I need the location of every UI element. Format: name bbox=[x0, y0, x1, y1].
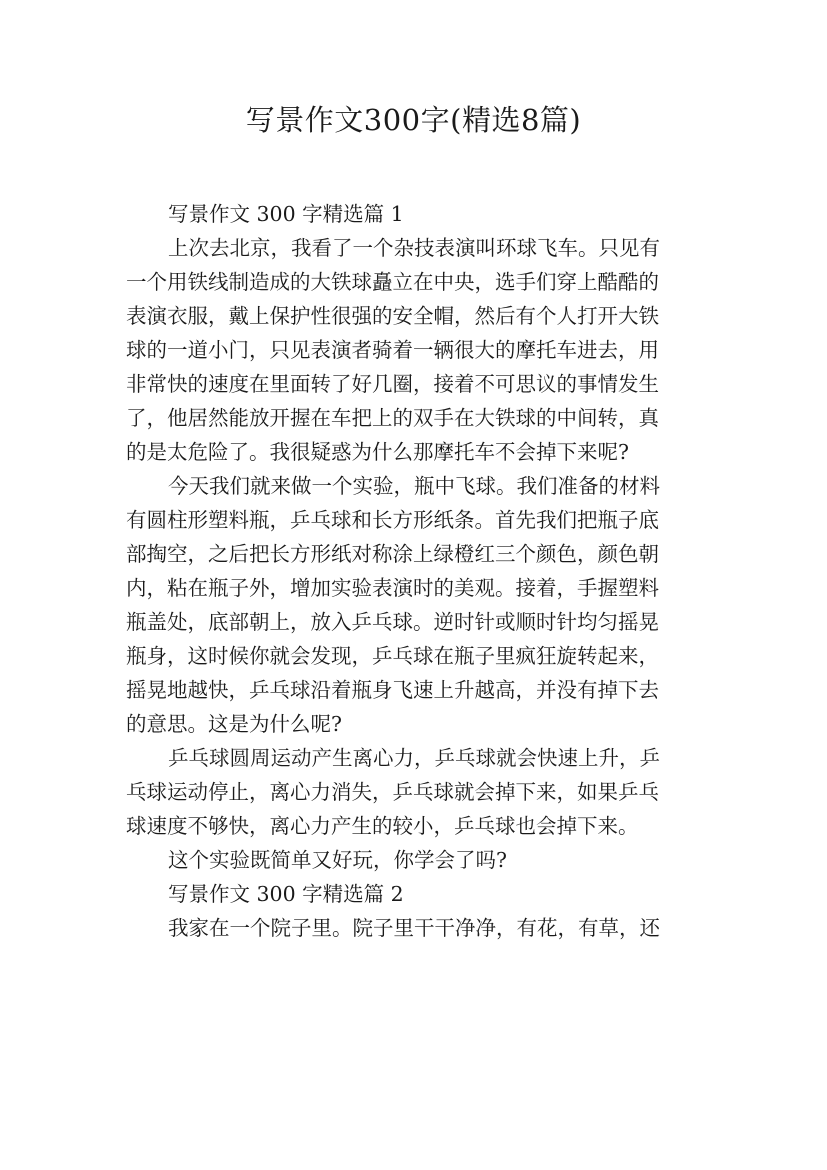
text-line: 今天我们就来做一个实验，瓶中飞球。我们准备的材料 bbox=[168, 474, 660, 498]
text-line: 这个实验既简单又好玩，你学会了吗? bbox=[168, 848, 507, 872]
text-line: 乒乓球圆周运动产生离心力，乒乓球就会快速上升，乒 bbox=[168, 746, 660, 770]
text-line: 的是太危险了。我很疑惑为什么那摩托车不会掉下来呢? bbox=[126, 440, 629, 464]
text-line: 一个用铁线制造成的大铁球矗立在中央，选手们穿上酷酷的 bbox=[126, 270, 659, 294]
text-line: 非常快的速度在里面转了好几圈，接着不可思议的事情发生 bbox=[126, 372, 659, 396]
text-line: 摇晃地越快，乒乓球沿着瓶身飞速上升越高，并没有掉下去 bbox=[126, 678, 659, 702]
text-line: 了，他居然能放开握在车把上的双手在大铁球的中间转，真 bbox=[126, 406, 659, 430]
text-line: 上次去北京，我看了一个杂技表演叫环球飞车。只见有 bbox=[168, 236, 660, 260]
text-line: 的意思。这是为什么呢? bbox=[126, 712, 342, 736]
document-title: 写景作文300字(精选8篇) bbox=[245, 103, 582, 137]
text-line: 球的一道小门，只见表演者骑着一辆很大的摩托车进去，用 bbox=[126, 338, 659, 362]
text-line: 有圆柱形塑料瓶，乒乓球和长方形纸条。首先我们把瓶子底 bbox=[126, 508, 659, 532]
text-line: 瓶身，这时候你就会发现，乒乓球在瓶子里疯狂旋转起来， bbox=[126, 644, 659, 668]
text-line: 乓球运动停止，离心力消失，乒乓球就会掉下来，如果乒乓 bbox=[126, 780, 659, 804]
text-line: 内，粘在瓶子外，增加实验表演时的美观。接着，手握塑料 bbox=[126, 576, 659, 600]
text-line: 我家在一个院子里。院子里干干净净，有花，有草，还 bbox=[168, 916, 660, 940]
text-line: 部掏空，之后把长方形纸对称涂上绿橙红三个颜色，颜色朝 bbox=[126, 542, 659, 566]
text-line: 表演衣服，戴上保护性很强的安全帽，然后有个人打开大铁 bbox=[126, 304, 659, 328]
text-line: 写景作文 300 字精选篇 2 bbox=[168, 882, 404, 906]
text-line: 写景作文 300 字精选篇 1 bbox=[168, 202, 404, 226]
document-body bbox=[126, 197, 704, 945]
text-line: 瓶盖处，底部朝上，放入乒乓球。逆时针或顺时针均匀摇晃 bbox=[126, 610, 659, 634]
text-line: 球速度不够快，离心力产生的较小，乒乓球也会掉下来。 bbox=[126, 814, 639, 838]
